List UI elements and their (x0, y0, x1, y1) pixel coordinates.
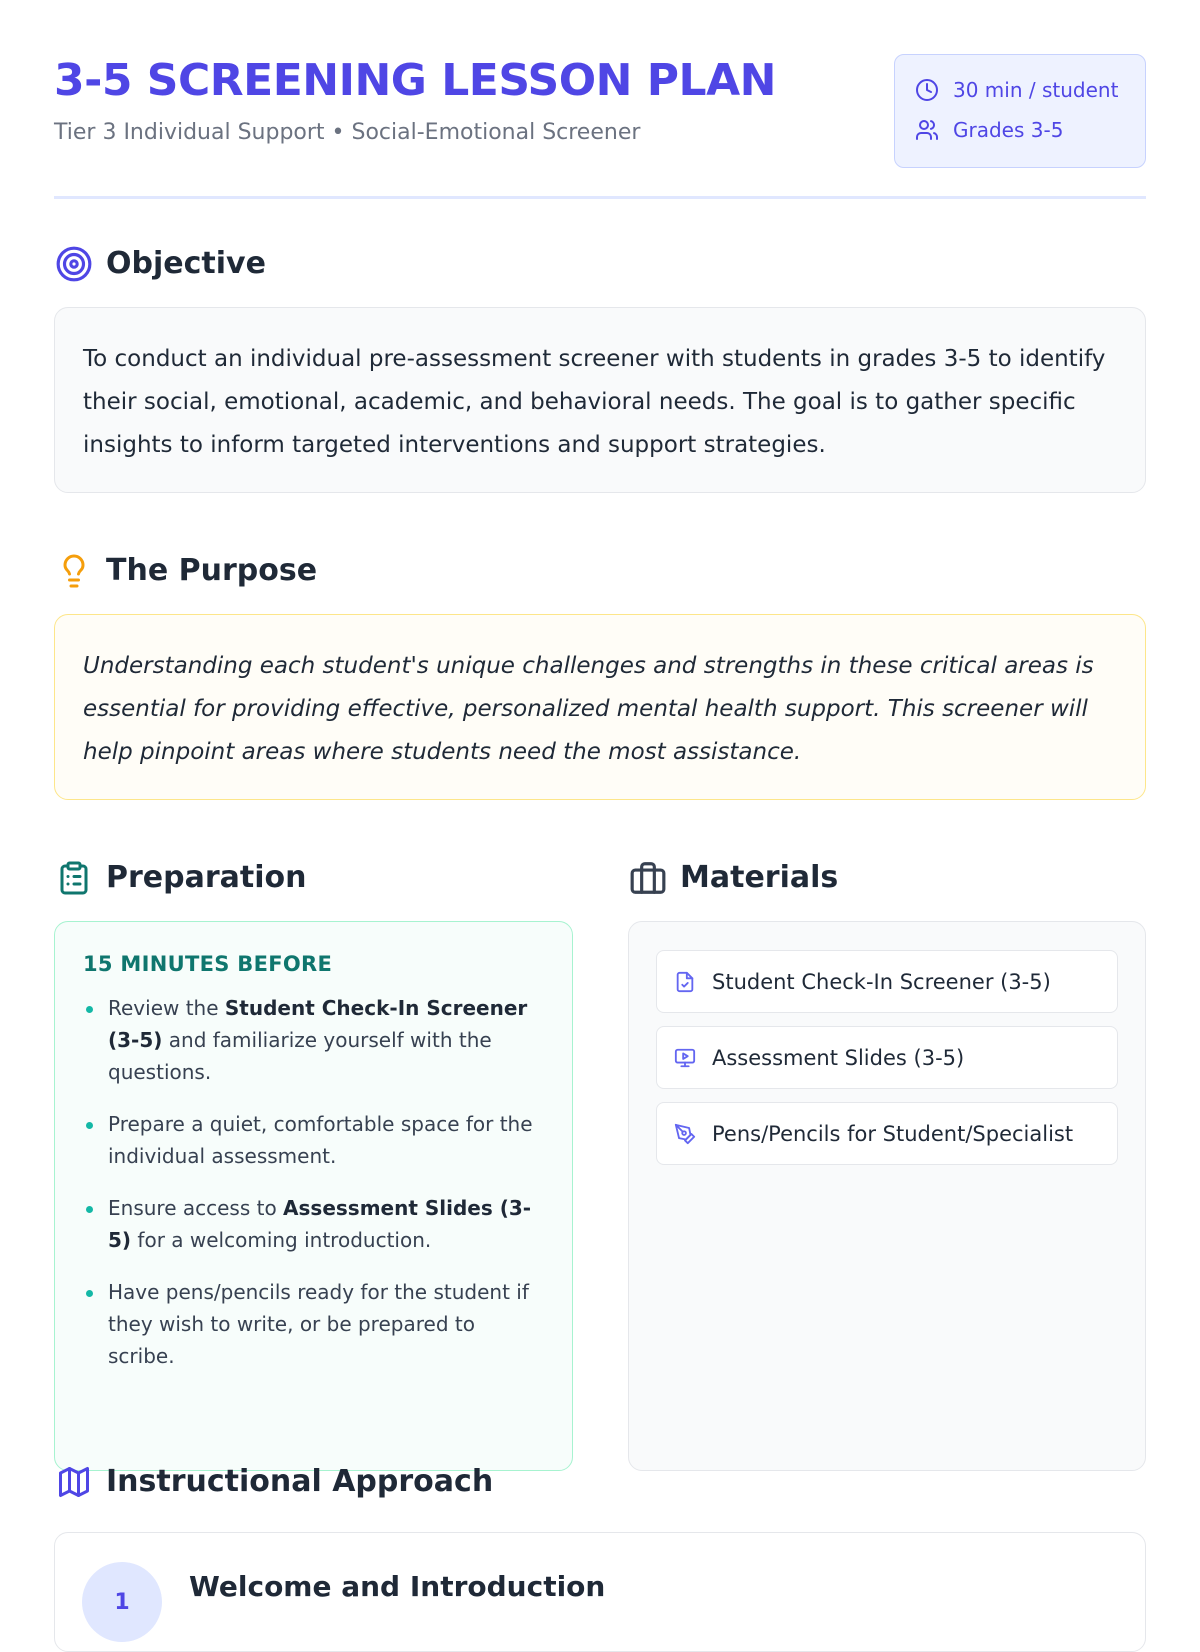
step-title: Welcome and Introduction (189, 1570, 606, 1603)
briefcase-icon (628, 858, 668, 898)
preparation-heading (54, 858, 306, 898)
page-subtitle: Tier 3 Individual Support • Social-Emotional Screener (54, 120, 641, 145)
list-item: Ensure access to Assessment Slides (3-5) for a welcoming introduction. (83, 1192, 546, 1256)
purpose-title: The Purpose (106, 553, 318, 588)
pen-tool-icon (671, 1120, 699, 1148)
grades-row (915, 115, 1063, 145)
instructional-step-card (54, 1532, 1146, 1652)
materials-title: Materials (680, 860, 839, 895)
preparation-list (83, 992, 546, 1372)
material-label: Pens/Pencils for Student/Specialist (712, 1121, 1074, 1146)
objective-box (54, 307, 1146, 493)
presentation-icon (671, 1044, 699, 1072)
materials-heading (628, 858, 838, 898)
map-icon (54, 1462, 94, 1502)
purpose-box (54, 614, 1146, 800)
material-label: Assessment Slides (3-5) (712, 1045, 965, 1070)
list-item: Have pens/pencils ready for the student if they wish to write, or be prepared to scribe. (83, 1276, 546, 1372)
material-label: Student Check-In Screener (3-5) (712, 969, 1051, 994)
clock-icon (915, 78, 939, 102)
purpose-heading (54, 551, 317, 591)
list-item: Review the Student Check-In Screener (3-5) and familiarize yourself with the questions. (83, 992, 546, 1088)
material-item (656, 1026, 1118, 1089)
step-number-badge: 1 (82, 1562, 162, 1642)
target-icon (54, 244, 94, 284)
lesson-meta-box (894, 54, 1146, 168)
lesson-plan-page (54, 0, 1146, 1615)
objective-title: Objective (106, 246, 266, 281)
duration-text: 30 min / student (953, 78, 1119, 102)
users-icon (915, 118, 939, 142)
material-item (656, 1102, 1118, 1165)
page-title: 3-5 SCREENING LESSON PLAN (54, 55, 776, 106)
objective-heading (54, 244, 266, 284)
instructional-title: Instructional Approach (106, 1464, 494, 1499)
instructional-heading (54, 1462, 493, 1502)
preparation-box (54, 921, 573, 1471)
list-item: Prepare a quiet, comfortable space for the individual assessment. (83, 1108, 546, 1172)
clipboard-list-icon (54, 858, 94, 898)
purpose-text: Understanding each student's unique challenges and strengths in these critical areas is essential for providing effective, personalized mental health support. This screener will help pinpoint areas where students need the most assistance. (83, 653, 1094, 765)
objective-text: To conduct an individual pre-assessment screener with students in grades 3-5 to identify their social, emotional, academic, and behavioral needs. The goal is to gather specific insights to inform targeted interventions and support strategies. (83, 346, 1106, 458)
header-divider (54, 196, 1146, 199)
preparation-title: Preparation (106, 860, 307, 895)
duration-row (915, 75, 1118, 105)
material-item (656, 950, 1118, 1013)
materials-box (628, 921, 1146, 1471)
file-check-icon (671, 968, 699, 996)
preparation-time-label: 15 MINUTES BEFORE (83, 952, 333, 976)
grades-text: Grades 3-5 (953, 118, 1064, 142)
page-header (54, 52, 1146, 182)
lightbulb-icon (54, 551, 94, 591)
